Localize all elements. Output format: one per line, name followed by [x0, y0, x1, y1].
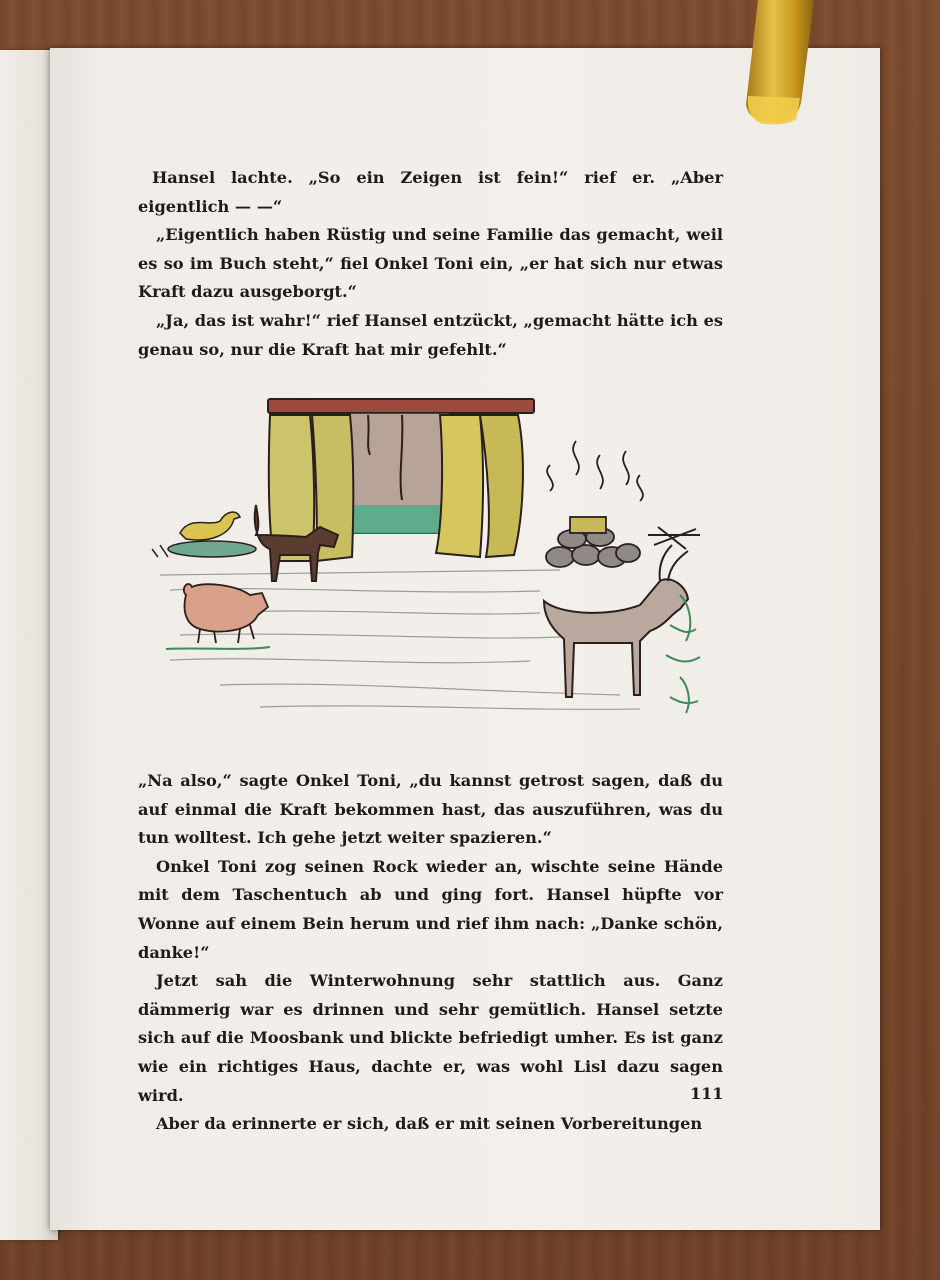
paragraph: „Eigentlich haben Rüstig und seine Familie das gemacht, weil es so im Buch steht,“ fiel Onkel Toni ein, „er hat sich nur etwas Kraft dazu ausgeborgt.“ [138, 225, 723, 302]
paragraph: Aber da erinnerte er sich, daß er mit seinen Vorbereitungen [156, 1114, 703, 1134]
paragraph: „Na also,“ sagte Onkel Toni, „du kannst getrost sagen, daß du auf einmal die Kraft bekommen hast, das auszuführen, was du tun wolltest. Ich gehe jetzt weiter spazieren.“ [138, 771, 723, 848]
text-block-top [138, 164, 723, 364]
paragraph: Onkel Toni zog seinen Rock wieder an, wischte seine Hände mit dem Taschentuch ab und ging fort. Hansel hüpfte vor Wonne auf einem Bein herum und rief ihm nach: „Danke schön, danke!“ [138, 856, 723, 962]
pig-icon [166, 584, 270, 649]
paragraph: „Ja, das ist wahr!“ rief Hansel entzückt, „gemacht hätte ich es genau so, nur die Kraft hat mir gefehlt.“ [138, 310, 723, 359]
page-number: 111 [690, 1084, 724, 1103]
bird-on-nest-icon [152, 512, 256, 557]
paragraph: Jetzt sah die Winterwohnung sehr stattlich aus. Ganz dämmerig war es drinnen und sehr gemütlich. Hansel setzte sich auf die Moosbank und blickte befriedigt umher. Es ist ganz wie ein richtiges Haus, dachte er, was wohl Lisl dazu sagen wird. [138, 971, 723, 1105]
text-block-bottom [138, 767, 723, 1139]
paragraph: Hansel lachte. „So ein Zeigen ist fein!“ rief er. „Aber eigentlich — —“ [138, 168, 723, 216]
illustration [140, 385, 710, 755]
campfire-icon [546, 441, 643, 567]
binder-clip-icon [744, 0, 818, 128]
